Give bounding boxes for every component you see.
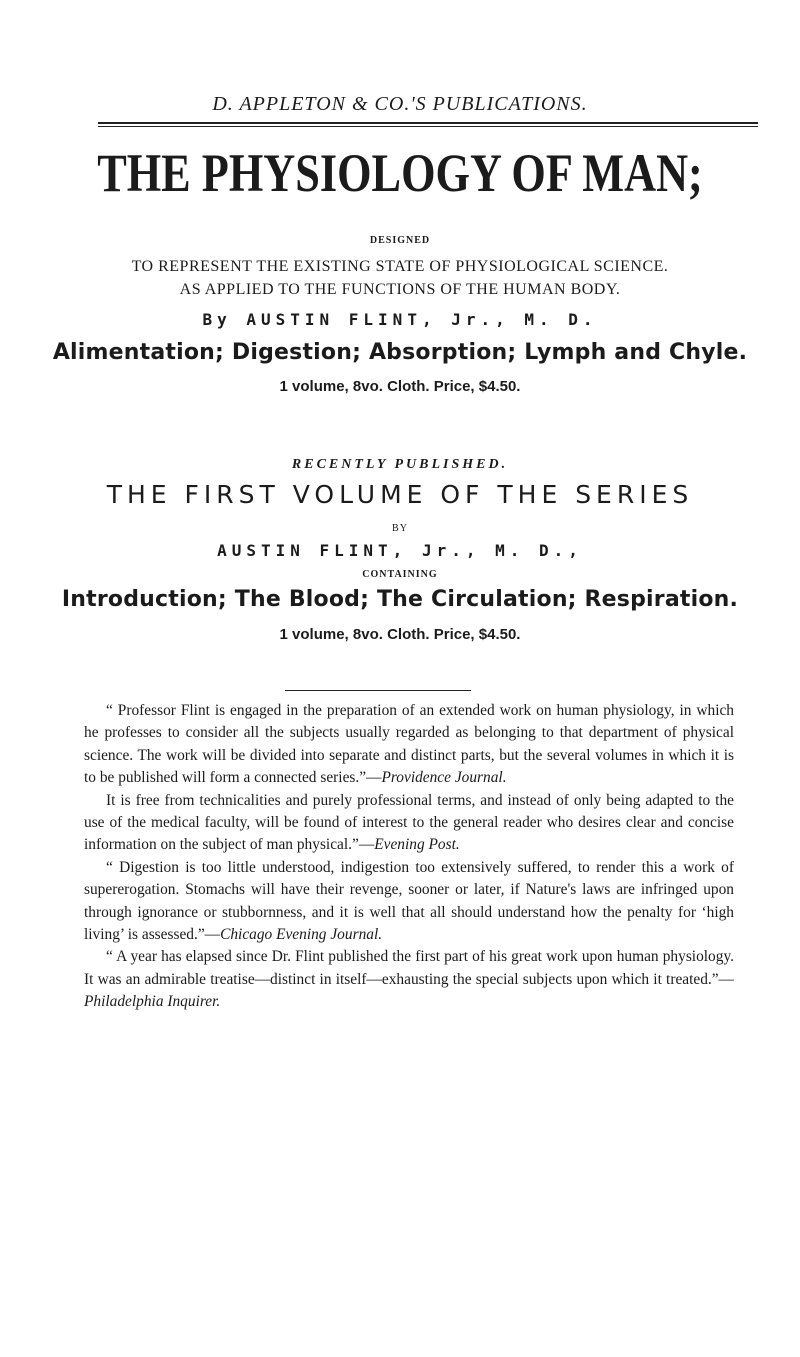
review-text: “ A year has elapsed since Dr. Flint published the first part of his great work upon human physiology. It was an admirable treatise—distinct in itself—exhausting the special subjects upon which it treated.”—: [84, 948, 734, 988]
review-quote: [84, 790, 734, 857]
containing-label: CONTAINING: [362, 569, 438, 580]
review-source: Evening Post.: [374, 836, 460, 854]
header-rule: [98, 122, 758, 124]
series-title: THE FIRST VOLUME OF THE SERIES: [106, 480, 694, 509]
book2-price: 1 volume, 8vo. Cloth. Price, $4.50.: [279, 626, 521, 643]
book1-author: By AUSTIN FLINT, Jr., M. D.: [202, 310, 598, 329]
description-line-2: AS APPLIED TO THE FUNCTIONS OF THE HUMAN BODY.: [179, 281, 621, 298]
review-quotes: [84, 700, 734, 1014]
review-quote: [84, 857, 734, 947]
review-quote: [84, 946, 734, 1013]
review-text: “ Digestion is too little understood, indigestion too extensively suffered, to render this a work of supererogation. Stomachs will have their revenge, sooner or later, if Nature's laws are infringed upon through ignorance or stubbornness, and it is well that all should understand how the penalty for ‘high living’ is assessed.”—: [84, 858, 734, 944]
review-source: Philadelphia Inquirer.: [84, 993, 221, 1011]
book1-price: 1 volume, 8vo. Cloth. Price, $4.50.: [279, 378, 521, 395]
review-source: Providence Journal.: [381, 769, 507, 787]
review-source: Chicago Evening Journal.: [220, 926, 383, 944]
recently-published-label: RECENTLY PUBLISHED.: [291, 457, 509, 472]
review-text: It is free from technicalities and purely professional terms, and instead of only being adapted to the use of the medical faculty, will be found of interest to the general reader who desires clear and concise information on the subject of man physical.”—: [84, 791, 734, 854]
designed-label: DESIGNED: [369, 235, 431, 246]
book2-topics: Introduction; The Blood; The Circulation; Respiration.: [61, 587, 739, 612]
book1-topics: Alimentation; Digestion; Absorption; Lymph and Chyle.: [52, 340, 748, 365]
header-rule-thin: [98, 126, 758, 127]
by-label: BY: [392, 523, 408, 534]
review-text: “ Professor Flint is engaged in the preparation of an extended work on human physiology, in which he professes to consider all the subjects usually regarded as belonging to that department of physical science. The work will be divided into separate and distinct parts, but the several volumes in which it is to be published will form a connected series.”—: [84, 702, 734, 787]
publisher-header: D. APPLETON & CO.'S PUBLICATIONS.: [212, 93, 588, 115]
section-rule: [285, 690, 471, 691]
description-line-1: TO REPRESENT THE EXISTING STATE OF PHYSIOLOGICAL SCIENCE.: [131, 258, 669, 275]
book-title: THE PHYSIOLOGY OF MAN;: [97, 143, 703, 203]
book2-author: AUSTIN FLINT, Jr., M. D.,: [217, 541, 583, 560]
review-quote: [84, 700, 734, 790]
